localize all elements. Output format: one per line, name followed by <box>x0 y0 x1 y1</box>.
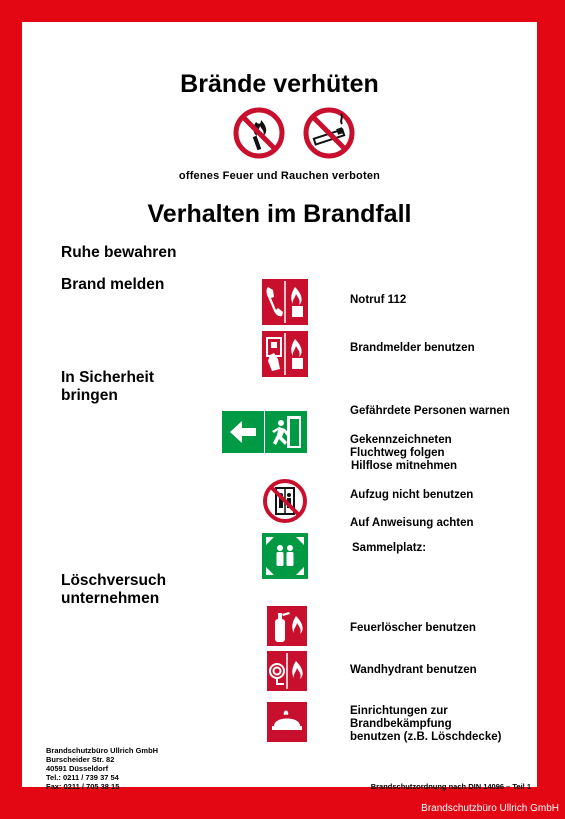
instruction-use-hydrant: Wandhydrant benutzen <box>350 664 477 676</box>
footer-address <box>46 746 158 791</box>
footer-company: Brandschutzbüro Ullrich GmbH <box>46 746 159 755</box>
no-smoking-icon <box>302 106 356 160</box>
assembly-point-icon <box>262 533 308 579</box>
section-extinguish <box>61 572 166 608</box>
section-calm: Ruhe bewahren <box>61 244 177 261</box>
instruction-no-elevator: Aufzug nicht benutzen <box>350 489 474 501</box>
prohibition-caption: offenes Feuer und Rauchen verboten <box>178 170 381 182</box>
instruction-escape <box>350 434 457 473</box>
section-report: Brand melden <box>61 276 165 293</box>
instruction-equipment-line3: benutzen (z.B. Löschdecke) <box>350 731 502 743</box>
instruction-use-extinguisher: Feuerlöscher benutzen <box>350 622 476 634</box>
fire-emergency-phone-icon <box>262 279 308 325</box>
section-safety-line2: bringen <box>61 387 118 404</box>
section-extinguish-line1: Löschversuch <box>61 572 167 589</box>
instruction-equipment-line2: Brandbekämpfung <box>350 718 452 730</box>
brand-band-label: Brandschutzbüro Ullrich GmbH <box>421 803 559 814</box>
page-title: Brände verhüten <box>180 70 379 98</box>
instruction-escape-line1: Gekennzeichneten <box>350 434 452 446</box>
section-safety-line1: In Sicherheit <box>61 369 155 386</box>
instruction-escape-line3: Hilflose mitnehmen <box>351 460 458 472</box>
footer-fax: Fax: 0211 / 705 38 15 <box>46 782 120 791</box>
instruction-escape-line2: Fluchtweg folgen <box>350 447 445 459</box>
fire-extinguisher-icon <box>267 606 307 646</box>
footer-city: 40591 Düsseldorf <box>46 764 109 773</box>
section-safety <box>61 369 154 405</box>
footer-tel: Tel.: 0211 / 739 37 54 <box>46 773 119 782</box>
instruction-equipment <box>350 705 501 744</box>
section-extinguish-line2: unternehmen <box>61 590 160 607</box>
instruction-fire-alarm: Brandmelder benutzen <box>350 342 475 354</box>
section-heading: Verhalten im Brandfall <box>147 200 412 228</box>
footer-street: Burscheider Str. 82 <box>46 755 115 764</box>
fire-blanket-icon <box>267 702 307 742</box>
no-elevator-in-fire-icon <box>262 478 308 524</box>
instruction-emergency-call: Notruf 112 <box>350 294 407 306</box>
escape-direction-arrow-icon <box>222 411 264 453</box>
fire-hose-reel-icon <box>267 651 307 691</box>
fire-alarm-call-point-icon <box>262 331 308 377</box>
instruction-follow-instructions: Auf Anweisung achten <box>350 517 474 529</box>
no-open-fire-icon <box>232 106 286 160</box>
instruction-equipment-line1: Einrichtungen zur <box>350 705 448 717</box>
instruction-warn-people: Gefährdete Personen warnen <box>350 405 510 417</box>
poster-sheet <box>22 22 537 791</box>
instruction-assembly-point: Sammelplatz: <box>352 542 427 554</box>
footer-norm-note: Brandschutzordnung nach DIN 14096 – Teil 1 <box>370 782 531 791</box>
emergency-exit-icon <box>265 411 307 453</box>
